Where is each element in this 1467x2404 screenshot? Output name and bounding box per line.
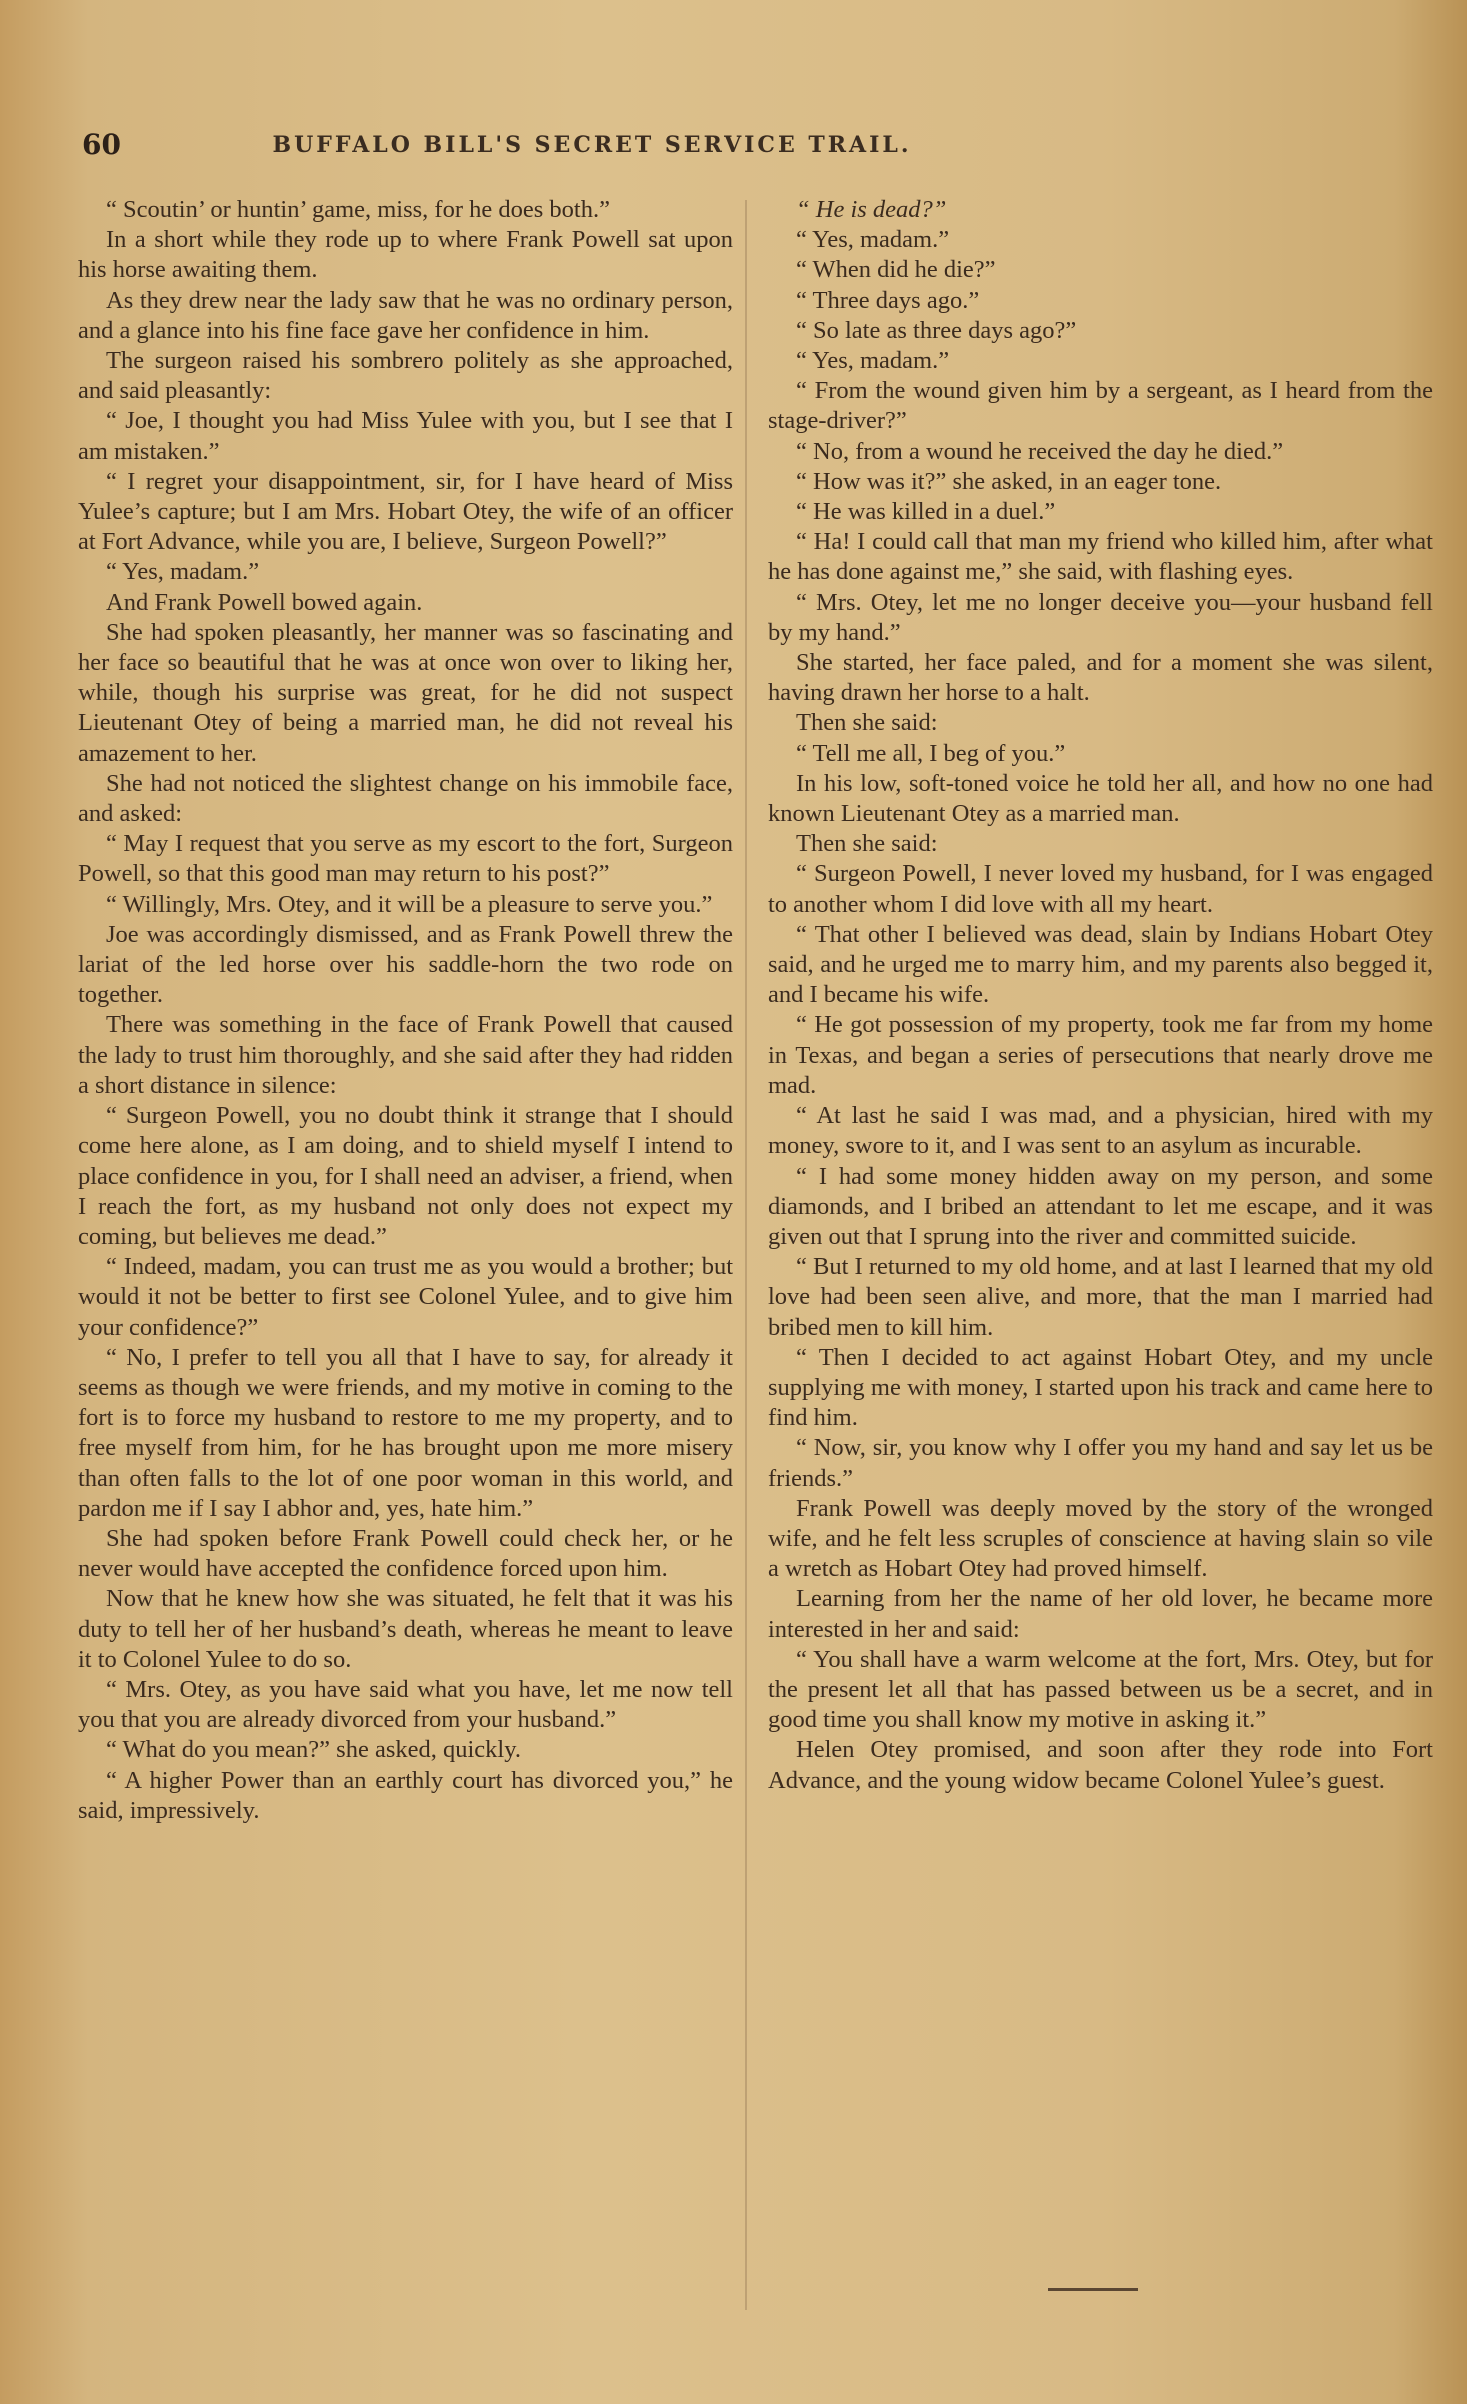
paragraph: “ From the wound given him by a sergeant, as I heard from the stage-driver?” [768, 377, 1433, 435]
paragraph: “ Three days ago.” [796, 286, 980, 314]
paragraph: Then she said: [796, 830, 938, 858]
paragraph: “ When did he die?” [796, 256, 996, 284]
paragraph: Joe was accordingly dismissed, and as Frank Powell threw the lariat of the led horse over his saddle-horn the two rode on together. [78, 920, 733, 1009]
paragraph: “ Ha! I could call that man my friend who killed him, after what he has done against me,” she said, with flashing eyes. [768, 528, 1433, 586]
paragraph: “ Then I decided to act against Hobart Otey, and my uncle supplying me with money, I started upon his track and came here to find him. [768, 1343, 1433, 1432]
paragraph: “ What do you mean?” she asked, quickly. [106, 1736, 522, 1764]
paragraph: “ Surgeon Powell, you no doubt think it strange that I should come here alone, as I am doing, and to shield myself I intend to place confidence in you, for I shall need an adviser, a friend, when I reach the fort, as my husband not only does not expect my coming, but believes me dead.” [78, 1102, 733, 1250]
paragraph: “ Tell me all, I beg of you.” [796, 739, 1066, 767]
paragraph: She had spoken before Frank Powell could check her, or he never would have accepted the confidence forced upon him. [78, 1524, 733, 1583]
page-header [82, 128, 1102, 168]
paragraph: “ May I request that you serve as my escort to the fort, Surgeon Powell, so that this good man may return to his post?” [78, 830, 733, 888]
running-title: BUFFALO BILL'S SECRET SERVICE TRAIL. [272, 132, 912, 158]
paragraph: She started, her face paled, and for a moment she was silent, having drawn her horse to a halt. [768, 649, 1433, 707]
paragraph: “ Yes, madam.” [796, 226, 950, 254]
paragraph: “ Mrs. Otey, as you have said what you have, let me now tell you that you are already divorced from your husband.” [78, 1675, 733, 1734]
paragraph: “ Joe, I thought you had Miss Yulee with you, but I see that I am mistaken.” [78, 407, 733, 465]
paragraph: “ I had some money hidden away on my person, and some diamonds, and I bribed an attendant to let me escape, and it was given out that I sprung into the river and committed suicide. [768, 1162, 1433, 1250]
paragraph: “ He is dead?” [796, 196, 947, 223]
paragraph: Now that he knew how she was situated, he felt that it was his duty to tell her of her husband’s death, whereas he meant to leave it to Colonel Yulee to do so. [78, 1585, 733, 1673]
paragraph: “ No, from a wound he received the day he died.” [796, 437, 1284, 465]
paragraph: “ How was it?” she asked, in an eager tone. [796, 467, 1222, 495]
chapter-end-rule [1048, 2288, 1138, 2291]
paragraph: In a short while they rode up to where Frank Powell sat upon his horse awaiting them. [78, 226, 733, 284]
left-column [78, 195, 733, 2345]
paragraph: Helen Otey promised, and soon after they rode into Fort Advance, and the young widow became Colonel Yulee’s guest. [768, 1736, 1433, 1794]
column-divider [745, 200, 747, 2310]
paragraph: She had spoken pleasantly, her manner was so fascinating and her face so beautiful that he was at once won over to liking her, while, though his surprise was great, for he did not suspect Lieutenant Otey of being a married man, he did not reveal his amazement to her. [78, 618, 733, 767]
paragraph: “ Willingly, Mrs. Otey, and it will be a pleasure to serve you.” [106, 890, 713, 918]
paragraph: “ So late as three days ago?” [796, 316, 1077, 344]
paragraph: “ Scoutin’ or huntin’ game, miss, for he does both.” [106, 196, 610, 223]
paragraph: “ Now, sir, you know why I offer you my hand and say let us be friends.” [768, 1434, 1433, 1492]
paragraph: “ Surgeon Powell, I never loved my husband, for I was engaged to another whom I did love with all my heart. [768, 860, 1433, 918]
paragraph: “ At last he said I was mad, and a physician, hired with my money, swore to it, and I was sent to an asylum as incurable. [768, 1102, 1433, 1160]
paragraph: There was something in the face of Frank Powell that caused the lady to trust him thoroughly, and she said after they had ridden a short distance in silence: [78, 1011, 733, 1099]
paragraph: “ Mrs. Otey, let me no longer deceive you—your husband fell by my hand.” [768, 588, 1433, 646]
paragraph: “ He got possession of my property, took me far from my home in Texas, and began a series of persecutions that nearly drove me mad. [768, 1011, 1433, 1099]
paragraph: As they drew near the lady saw that he was no ordinary person, and a glance into his fine face gave her confidence in him. [78, 286, 733, 344]
paragraph: “ Yes, madam.” [106, 558, 260, 586]
paragraph: She had not noticed the slightest change on his immobile face, and asked: [78, 769, 733, 828]
paragraph: The surgeon raised his sombrero politely as she approached, and said pleasantly: [78, 347, 733, 405]
paragraph: Then she said: [796, 709, 938, 737]
paragraph: Frank Powell was deeply moved by the story of the wronged wife, and he felt less scruples of conscience at having slain so vile a wretch as Hobart Otey had proved himself. [768, 1494, 1433, 1583]
paragraph: “ He was killed in a duel.” [796, 498, 1056, 526]
paragraph: Learning from her the name of her old lover, he became more interested in her and said: [768, 1585, 1433, 1643]
page-number: 60 [82, 128, 121, 161]
paragraph: “ That other I believed was dead, slain by Indians Hobart Otey said, and he urged me to marry him, and my parents also begged it, and I became his wife. [768, 920, 1433, 1009]
paragraph: “ Indeed, madam, you can trust me as you would a brother; but would it not be better to first see Colonel Yulee, and to give him your confidence?” [78, 1253, 733, 1341]
paragraph: “ I regret your disappointment, sir, for I have heard of Miss Yulee’s capture; but I am Mrs. Hobart Otey, the wife of an officer at Fort Advance, while you are, I believe, Surgeon Powell?” [78, 467, 733, 556]
paragraph: “ No, I prefer to tell you all that I have to say, for already it seems as though we were friends, and my motive in coming to the fort is to force my husband to restore to me my property, and to free myself from him, for he has brought upon me more misery than often falls to the lot of one poor woman in this world, and pardon me if I say I abhor and, yes, hate him.” [78, 1343, 733, 1522]
paragraph: “ But I returned to my old home, and at last I learned that my old love had been seen alive, and more, that the man I married had bribed men to kill him. [768, 1253, 1433, 1341]
paragraph: “ A higher Power than an earthly court has divorced you,” he said, impressively. [78, 1766, 733, 1824]
paragraph: “ You shall have a warm welcome at the fort, Mrs. Otey, but for the present let all that has passed between us be a secret, and in good time you shall know my motive in asking it.” [768, 1645, 1433, 1734]
paragraph: In his low, soft-toned voice he told her all, and how no one had known Lieutenant Otey as a married man. [768, 769, 1433, 828]
right-column [768, 195, 1433, 2345]
paragraph: “ Yes, madam.” [796, 347, 950, 375]
paragraph: And Frank Powell bowed again. [106, 588, 423, 616]
